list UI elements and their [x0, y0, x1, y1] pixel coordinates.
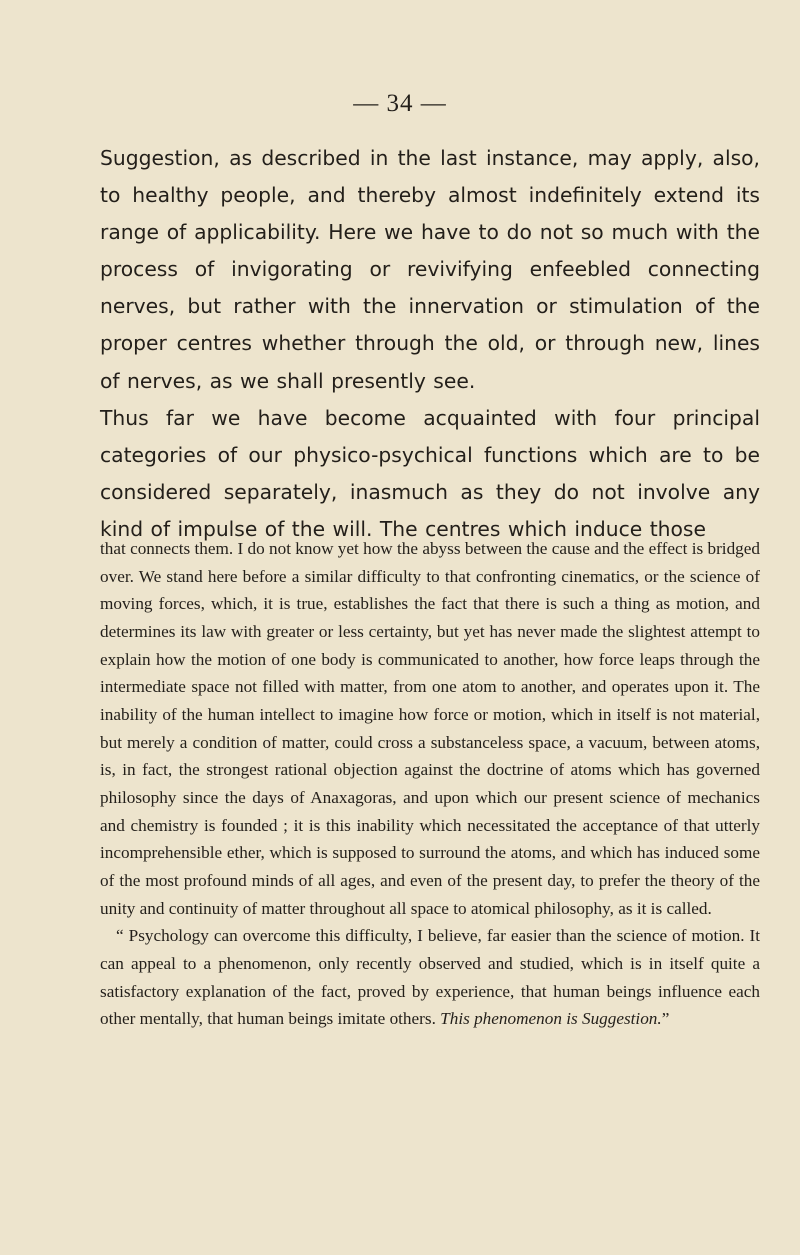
paragraph-cinematics: that connects them. I do not know yet how the abyss between the cause and the effect is bridged over. We stand here before a similar difficulty to that confronting cinematics, or the science of moving forces, which, it is true, establishes the fact that there is such a thing as motion, and determines its law with greater or less certainty, but yet has never made the slightest attempt to explain how the motion of one body is communicated to another, how force leaps through the intermediate space not filled with matter, from one atom to another, and operates upon it. The inability of the human intellect to imagine how force or motion, which in itself is not material, but merely a condition of matter, could cross a substanceless space, a vacuum, between atoms, is, in fact, the strongest rational objection against the doctrine of atoms which has governed philosophy since the days of Anaxagoras, and upon which our present science of mechanics and chemistry is founded ; it is this inability which necessitated the acceptance of that utterly incomprehensible ether, which is supposed to surround the atoms, and which has induced some of the most profound minds of all ages, and even of the present day, to prefer the theory of the unity and continuity of matter throughout all space to atomical philosophy, as it is called. [100, 539, 760, 918]
paragraph-suggestion: Suggestion, as described in the last instance, may apply, also, to healthy people, and thereby almost indefinitely extend its range of applicability. Here we have to do not so much with the process of invigorating or revivifying enfeebled connecting nerves, but rather with the innervation or stimulation of the proper centres whether through the old, or through new, lines of nerves, as we shall presently see. [100, 146, 760, 393]
paragraph-psychology-quote [100, 922, 760, 1033]
page-number: — 34 — [353, 90, 447, 117]
main-text-block [100, 140, 760, 548]
quote-text: “ Psychology can overcome this difficulty, I believe, far easier than the science of motion. It can appeal to a phenomenon, only recently observed and studied, which is in itself quite a satisfactory explanation of the fact, proved by experience, that human beings influence each other mentally, that human beings imitate others. [100, 926, 760, 1029]
inserted-text-block [100, 535, 760, 1033]
paragraph-categories: Thus far we have become acquainted with four principal categories of our physico-psychical functions which are to be considered separately, inasmuch as they do not involve any kind of impulse of the will. The centres which induce those [100, 405, 760, 541]
quote-italic-text: This phenomenon is Suggestion. [440, 1009, 662, 1029]
closing-quote: ” [661, 1009, 670, 1029]
